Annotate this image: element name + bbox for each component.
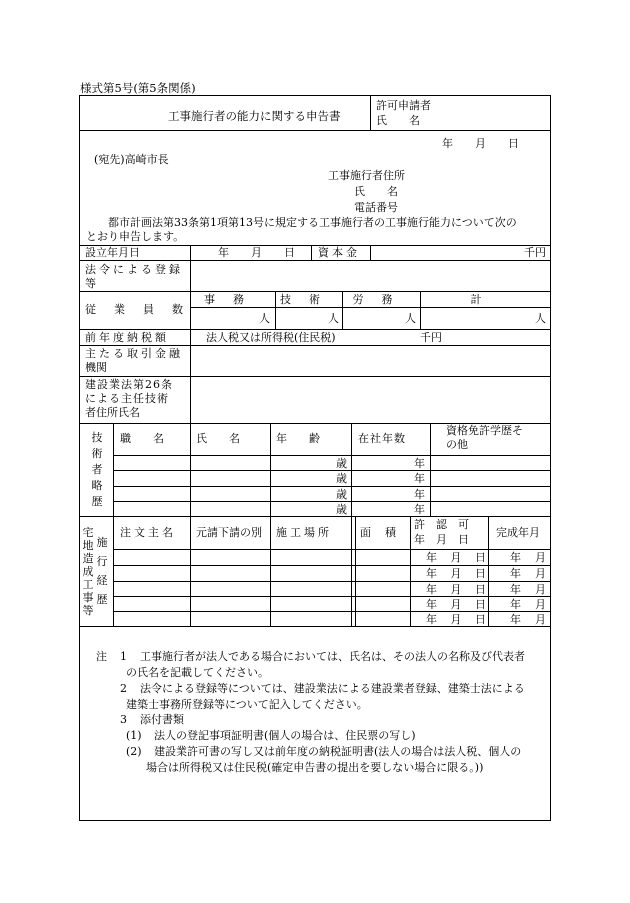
- application-form: [79, 95, 551, 821]
- col-line: [311, 245, 312, 261]
- tech-name-header: 氏 名: [196, 432, 240, 445]
- note-2-text: 法令による登録等については、建設業法による建設業者登録、建築士法による: [140, 682, 525, 695]
- sub-note-1-text: 法人の登記事項証明書(個人の場合は、住民票の写し): [154, 729, 416, 742]
- row-line: [80, 376, 550, 377]
- col-line: [370, 245, 371, 261]
- history-permit-header: 許 認 可: [414, 518, 469, 531]
- col-line: [420, 291, 421, 330]
- col-line: [488, 516, 489, 627]
- row-line: [113, 486, 550, 487]
- tech-years-cell[interactable]: 年: [414, 472, 425, 485]
- history-permit-date-cell[interactable]: 年 月 日: [426, 551, 486, 564]
- history-site-header: 施工場所: [276, 526, 332, 539]
- history-permit-date-cell[interactable]: 年 月 日: [426, 567, 486, 580]
- history-client-header: 注文主名: [120, 526, 176, 539]
- tech-qualification-header: 資格免許学歴そ: [446, 424, 523, 437]
- note-2-text-2: 建築士事務所登録等について記入してください。: [126, 698, 368, 711]
- label-column-line: [190, 245, 191, 423]
- tech-years-cell[interactable]: 年: [414, 457, 425, 470]
- note-3-text: 添付書類: [140, 713, 184, 726]
- row-line: [113, 549, 550, 550]
- history-permit-date-cell[interactable]: 年 月 日: [426, 598, 486, 611]
- employees-label: 従業員数: [85, 303, 201, 316]
- history-completion-header: 完成年月: [496, 526, 540, 539]
- chief-engineer-field[interactable]: [192, 378, 548, 422]
- establishment-date-field[interactable]: 年 月 日: [218, 246, 295, 259]
- tech-position-header: 職 名: [120, 432, 164, 445]
- tech-years-cell[interactable]: 年: [414, 503, 425, 516]
- sub-note-1-number: (1): [126, 729, 142, 742]
- history-permit-date-cell[interactable]: 年 月 日: [426, 613, 486, 626]
- note-3-number: 3: [120, 713, 127, 726]
- sub-note-2-number: (2): [126, 745, 142, 758]
- constructor-phone-label: 電話番号: [354, 201, 398, 214]
- tech-age-cell[interactable]: 歳: [336, 503, 347, 516]
- tax-amount-field[interactable]: 千円: [420, 331, 442, 344]
- note-1-number: 1: [120, 650, 127, 663]
- history-completion-cell[interactable]: 年 月: [510, 551, 546, 564]
- col-line: [355, 516, 356, 627]
- tech-profile-side-label: 技 術 者 略 歴: [91, 431, 103, 508]
- employees-total-header: 計: [470, 293, 500, 306]
- tax-label: 前年度納税額: [85, 331, 169, 344]
- applicant-box-border: [370, 96, 371, 131]
- history-contract-header: 元請下請の別: [196, 526, 262, 539]
- form-number: 様式第5号(第5条関係): [80, 81, 196, 95]
- constructor-address-label: 工事施行者住所: [328, 169, 405, 182]
- col-line: [275, 291, 276, 330]
- applicant-label: 許可申請者: [376, 99, 431, 112]
- capital-label: 資本金: [318, 246, 360, 259]
- col-line: [190, 423, 191, 627]
- tech-years-header: 在社年数: [358, 432, 406, 445]
- employees-office-field[interactable]: 人: [259, 312, 270, 325]
- row-line: [80, 260, 550, 261]
- col-line: [270, 423, 271, 627]
- history-permit-date-cell[interactable]: 年 月 日: [426, 583, 486, 596]
- row-line: [80, 291, 550, 292]
- employees-total-field[interactable]: 人: [535, 312, 546, 325]
- tech-age-cell[interactable]: 歳: [336, 488, 347, 501]
- tech-age-header: 年 齢: [276, 432, 320, 445]
- row-line: [113, 470, 550, 471]
- registration-label-2: 等: [85, 277, 96, 290]
- header-divider: [80, 130, 550, 131]
- history-completion-cell[interactable]: 年 月: [510, 613, 546, 626]
- bank-label: 主たる取引金融: [85, 347, 183, 360]
- employees-labor-field[interactable]: 人: [405, 312, 416, 325]
- history-permit-header-2: 年 月 日: [414, 533, 469, 546]
- registration-field[interactable]: [192, 262, 548, 290]
- row-line: [113, 565, 550, 566]
- addressee: (宛先)高崎市長: [94, 153, 169, 166]
- employees-labor-header: 労務: [352, 293, 411, 306]
- row-line: [113, 611, 550, 612]
- col-line: [351, 423, 352, 627]
- chief-engineer-label-3: 者住所氏名: [85, 406, 140, 419]
- history-side-label-2: 施 行 経 歴: [96, 536, 108, 606]
- table-bottom-line: [80, 626, 550, 627]
- capital-field[interactable]: 千円: [524, 246, 546, 259]
- notes-label: 注: [96, 650, 107, 663]
- history-completion-cell[interactable]: 年 月: [510, 583, 546, 596]
- applicant-name-field[interactable]: [442, 101, 546, 127]
- tech-qualification-header-2: の他: [446, 438, 468, 451]
- declaration-line-1: 都市計画法第33条第1項第13号に規定する工事施行者の工事施行能力について次の: [108, 216, 517, 229]
- form-title: 工事施行者の能力に関する申告書: [168, 109, 341, 123]
- history-side-label: 宅 地 造 成 工 事 等: [82, 526, 94, 617]
- submission-date[interactable]: 年 月 日: [442, 137, 519, 150]
- side-column-line: [113, 423, 114, 627]
- tax-type: 法人税又は所得税(住民税): [206, 331, 336, 344]
- sub-note-2-text: 建設業許可書の写し又は前年度の納税証明書(法人の場合は法人税、個人の: [154, 745, 522, 758]
- col-line: [430, 423, 431, 517]
- registration-label: 法令による登録: [85, 263, 183, 276]
- chief-engineer-label-2: による主任技術: [85, 392, 169, 405]
- chief-engineer-label: 建設業法第26条: [85, 378, 173, 391]
- bank-label-2: 機関: [85, 361, 107, 374]
- sub-note-2-text-2: 場合は所得税又は住民税(確定申告書の提出を要しない場合に限る。)): [146, 761, 484, 774]
- note-1-text-2: の氏名を記載してください。: [126, 666, 269, 679]
- constructor-name-label: 氏 名: [354, 185, 398, 198]
- applicant-name-label: 氏 名: [376, 114, 420, 127]
- row-line: [113, 455, 550, 456]
- note-2-number: 2: [120, 682, 127, 695]
- history-area-header: 面積: [360, 526, 410, 539]
- tech-age-cell[interactable]: 歳: [336, 472, 347, 485]
- tech-age-cell[interactable]: 歳: [336, 457, 347, 470]
- row-line: [80, 345, 550, 346]
- col-line: [342, 291, 343, 330]
- employees-technical-header: 技術: [280, 293, 338, 306]
- row-line: [190, 307, 550, 308]
- tech-years-cell[interactable]: 年: [414, 488, 425, 501]
- row-line: [113, 581, 550, 582]
- employees-technical-field[interactable]: 人: [328, 312, 339, 325]
- note-1-text: 工事施行者が法人である場合においては、氏名は、その法人の名称及び代表者: [140, 650, 525, 663]
- row-line: [80, 329, 550, 330]
- declaration-line-2: とおり申告します。: [86, 230, 185, 243]
- col-line: [410, 516, 411, 627]
- history-completion-cell[interactable]: 年 月: [510, 598, 546, 611]
- establishment-date-label: 設立年月日: [85, 246, 140, 259]
- row-line: [80, 516, 550, 517]
- employees-office-header: 事務: [204, 293, 262, 306]
- history-completion-cell[interactable]: 年 月: [510, 567, 546, 580]
- bank-field[interactable]: [192, 347, 548, 375]
- row-line: [113, 596, 550, 597]
- row-line: [113, 501, 550, 502]
